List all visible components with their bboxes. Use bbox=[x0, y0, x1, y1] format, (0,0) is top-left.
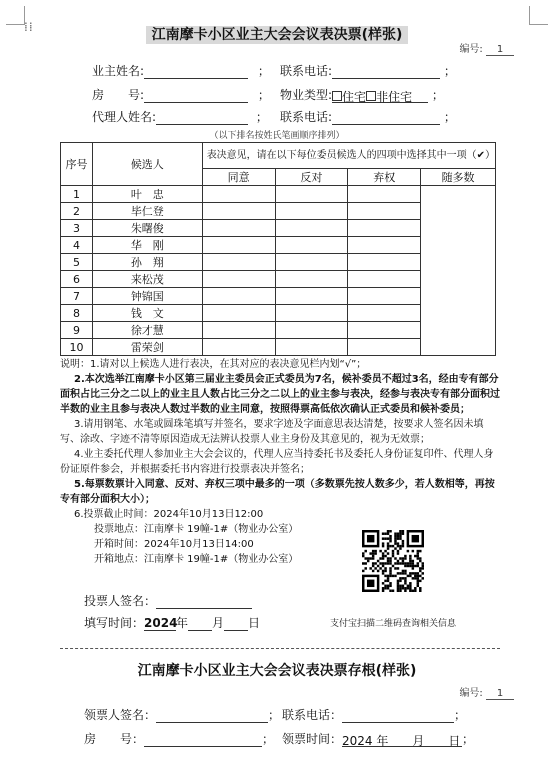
oppose-cell[interactable] bbox=[275, 339, 348, 356]
candidate-name: 钱 文 bbox=[92, 305, 202, 322]
oppose-cell[interactable] bbox=[275, 203, 348, 220]
stub-receive-time-row: 领票时间：2024 年 月 日 ； bbox=[282, 732, 475, 748]
serial-number: 编号: 1 bbox=[459, 40, 514, 56]
instruction-6-open-time: 开箱时间：2024年10月13日14:00 bbox=[94, 539, 254, 550]
agree-cell[interactable] bbox=[202, 237, 275, 254]
instructions bbox=[60, 357, 500, 567]
abstain-cell[interactable] bbox=[348, 254, 421, 271]
col-abstain-header: 弃权 bbox=[348, 169, 421, 186]
instruction-6-deadline: 6.投票截止时间：2024年10月13日12:00 bbox=[74, 509, 264, 520]
agree-cell[interactable] bbox=[202, 203, 275, 220]
agree-cell[interactable] bbox=[202, 305, 275, 322]
owner-name-row: 业主姓名: ； bbox=[92, 64, 270, 78]
agree-cell[interactable] bbox=[202, 271, 275, 288]
candidate-name: 华 刚 bbox=[92, 237, 202, 254]
oppose-cell[interactable] bbox=[275, 322, 348, 339]
checkbox-residential[interactable] bbox=[332, 91, 342, 101]
sort-note: （以下排名按姓氏笔画顺序排列） bbox=[209, 131, 345, 141]
oppose-cell[interactable] bbox=[275, 271, 348, 288]
stub-phone-field[interactable] bbox=[342, 708, 454, 723]
oppose-cell[interactable] bbox=[275, 220, 348, 237]
agree-cell[interactable] bbox=[202, 186, 275, 203]
abstain-cell[interactable] bbox=[348, 203, 421, 220]
qr-code[interactable] bbox=[362, 530, 424, 592]
agree-cell[interactable] bbox=[202, 288, 275, 305]
oppose-cell[interactable] bbox=[275, 288, 348, 305]
stub-phone-row: 联系电话： ； bbox=[282, 708, 467, 722]
qr-caption: 支付宝扫描二维码查询相关信息 bbox=[330, 619, 457, 629]
crop-mark-top-left bbox=[6, 6, 25, 25]
agree-cell[interactable] bbox=[202, 254, 275, 271]
row-seq: 4 bbox=[61, 237, 93, 254]
stub-room-field[interactable] bbox=[144, 732, 262, 747]
oppose-cell[interactable] bbox=[275, 305, 348, 322]
room-row: 房 号: ； bbox=[92, 88, 270, 102]
candidate-vote-table bbox=[60, 142, 496, 356]
stub-title: 江南摩卡小区业主大会会议表决票存根(样张) bbox=[137, 663, 417, 679]
row-seq: 6 bbox=[61, 271, 93, 288]
abstain-cell[interactable] bbox=[348, 339, 421, 356]
stub-receiver-field[interactable] bbox=[156, 708, 268, 723]
candidate-name: 朱曙俊 bbox=[92, 220, 202, 237]
abstain-cell[interactable] bbox=[348, 237, 421, 254]
voter-signature-row: 投票人签名： bbox=[84, 592, 252, 609]
candidate-name: 钟锦国 bbox=[92, 288, 202, 305]
follow-majority-cell[interactable] bbox=[421, 186, 496, 356]
stub-room-row: 房 号： ； bbox=[84, 732, 275, 746]
candidate-name: 叶 忠 bbox=[92, 186, 202, 203]
col-oppose-header: 反对 bbox=[275, 169, 348, 186]
fill-month-field[interactable] bbox=[188, 616, 212, 631]
agent-phone-row: 联系电话: ； bbox=[280, 110, 456, 124]
candidate-name: 孙 翔 bbox=[92, 254, 202, 271]
stub-serial-number: 编号: 1 bbox=[459, 684, 514, 700]
oppose-cell[interactable] bbox=[275, 237, 348, 254]
vote-options-header: 表决意见，请在以下每位委员候选人的四项中选择其中一项（✔） bbox=[202, 143, 495, 169]
row-seq: 7 bbox=[61, 288, 93, 305]
agree-cell[interactable] bbox=[202, 220, 275, 237]
instruction-6-open-location: 开箱地点：江南摩卡 19幢-1#（物业办公室） bbox=[94, 554, 299, 565]
row-seq: 3 bbox=[61, 220, 93, 237]
owner-phone-row: 联系电话: ； bbox=[280, 64, 456, 78]
instruction-5: 5.每票数票计入同意、反对、弃权三项中最多的一项（多数票先按人数多少，若人数相等，再按专有部分面积大小）； bbox=[60, 479, 495, 505]
row-seq: 10 bbox=[61, 339, 93, 356]
instruction-1: 说明：1.请对以上候选人进行表决，在其对应的表决意见栏内划“√”； bbox=[60, 359, 367, 370]
drag-handle-icon[interactable]: ⁞⁞ bbox=[24, 20, 34, 34]
candidate-name: 徐才慧 bbox=[92, 322, 202, 339]
candidate-name: 毕仁登 bbox=[92, 203, 202, 220]
fill-day-field[interactable] bbox=[224, 616, 248, 631]
checkbox-non-residential[interactable] bbox=[366, 91, 376, 101]
instruction-6-location: 投票地点：江南摩卡 19幢-1#（物业办公室） bbox=[94, 524, 299, 535]
row-seq: 9 bbox=[61, 322, 93, 339]
oppose-cell[interactable] bbox=[275, 254, 348, 271]
abstain-cell[interactable] bbox=[348, 305, 421, 322]
agree-cell[interactable] bbox=[202, 322, 275, 339]
owner-name-field[interactable] bbox=[144, 64, 248, 79]
row-seq: 2 bbox=[61, 203, 93, 220]
abstain-cell[interactable] bbox=[348, 271, 421, 288]
voter-signature-field[interactable] bbox=[156, 594, 252, 609]
property-type-row: 物业类型: 住宅 非住宅 ； bbox=[280, 88, 444, 104]
fill-year-field[interactable]: 2024 bbox=[144, 616, 178, 630]
col-candidate-header: 候选人 bbox=[92, 143, 202, 186]
crop-mark-top-right bbox=[529, 6, 548, 25]
row-seq: 5 bbox=[61, 254, 93, 271]
abstain-cell[interactable] bbox=[348, 322, 421, 339]
oppose-cell[interactable] bbox=[275, 186, 348, 203]
agent-phone-field[interactable] bbox=[332, 110, 440, 125]
candidate-name: 雷荣剑 bbox=[92, 339, 202, 356]
agent-name-field[interactable] bbox=[156, 110, 248, 125]
cut-line bbox=[60, 648, 500, 649]
col-follow-majority-header: 随多数 bbox=[421, 169, 496, 186]
abstain-cell[interactable] bbox=[348, 186, 421, 203]
agree-cell[interactable] bbox=[202, 339, 275, 356]
row-seq: 1 bbox=[61, 186, 93, 203]
abstain-cell[interactable] bbox=[348, 220, 421, 237]
owner-phone-field[interactable] bbox=[332, 64, 440, 79]
row-seq: 8 bbox=[61, 305, 93, 322]
abstain-cell[interactable] bbox=[348, 288, 421, 305]
col-agree-header: 同意 bbox=[202, 169, 275, 186]
agent-name-row: 代理人姓名: ； bbox=[92, 110, 268, 124]
fill-time-row: 填写时间：2024年 月 日 bbox=[84, 616, 261, 630]
candidate-name: 来松茂 bbox=[92, 271, 202, 288]
col-seq-header: 序号 bbox=[61, 143, 93, 186]
instruction-3: 3.请用钢笔、水笔或圆珠笔填写并签名，要求字迹及字面意思表达清楚，按要求人签名因未填写、涂改、字迹不清等原因造成无法辨认投票人业主身份及其意见的，视为无效票； bbox=[60, 419, 484, 445]
stub-receiver-row: 领票人签名： ； bbox=[84, 708, 281, 722]
table-row bbox=[61, 186, 496, 203]
instruction-4: 4.业主委托代理人参加业主大会会议的，代理人应当持委托书及委托人身份证复印件、代理人身份证原件参会，并根据委托书内容进行投票表决并签名； bbox=[60, 449, 494, 475]
ballot-title: 江南摩卡小区业主大会会议表决票(样张) bbox=[0, 24, 554, 44]
instruction-2: 2.本次选举江南摩卡小区第三届业主委员会正式委员为7名，候补委员不超过3名，经由专有部分面积占比三分之二以上的业主且人数占比三分之二以上的业主参与表决，经参与表决专有部分面积过半数的业主且参与表决人数过半数的业主同意，按照得票高低依次确认正式委员和候补委员； bbox=[60, 374, 500, 415]
room-field[interactable] bbox=[144, 88, 248, 103]
stub-receive-time-field[interactable]: 2024 年 月 日 bbox=[342, 734, 461, 748]
